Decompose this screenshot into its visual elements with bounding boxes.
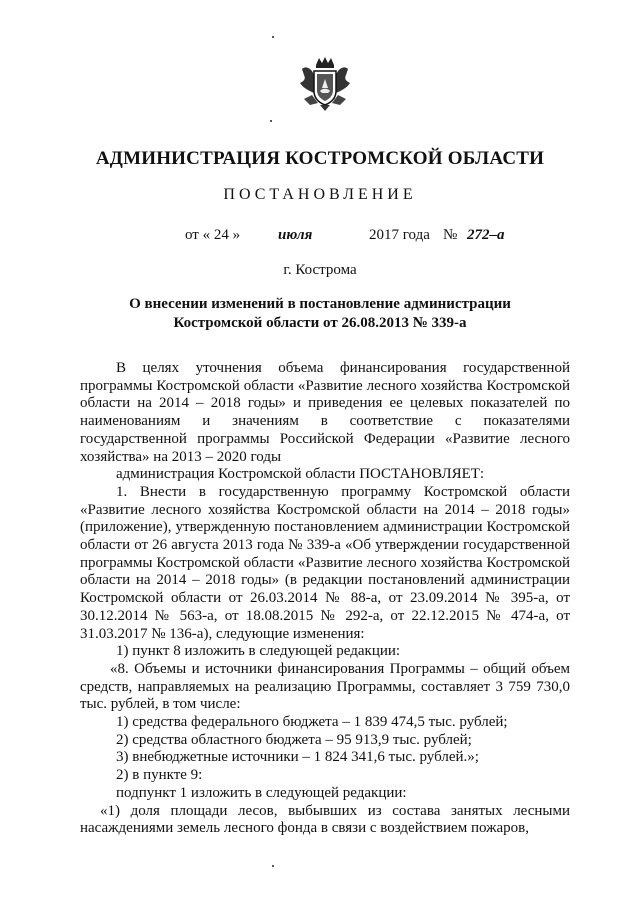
coat-of-arms-icon [296,55,354,113]
subject-line-2: Костромской области от 26.08.2013 № 339-а [173,315,467,331]
document-number: 272–а [467,227,505,243]
paragraph-subitem-2: 2) в пункте 9: [116,767,203,784]
paragraph-item-1: 1. Внести в государственную программу Костромской области «Развитие лесного хозяйства Костромской области на 2014 – 2018 годы» (приложение), утвержденную постановлением администрации Костромской области от 26 августа 2013 года № 339-а «Об утверждении государственной программы Костромской области «Развитие лесного хозяйства Костромской области на 2014 – 2018 годы» (в редакции постановлений администрации Костромской области от 26.03.2014 № 88-а, от 23.09.2014 № 395-а, от 30.12.2014 № 563-а, от 18.08.2015 № 292-а, от 22.12.2015 № 474-а, от 31.03.2017 № 136-а), следующие изменения: [80,483,570,642]
scan-speck [270,120,272,122]
city: г. Кострома [283,262,357,278]
subject-line-1: О внесении изменений в постановление администрации [129,296,511,312]
organization-title: АДМИНИСТРАЦИЯ КОСТРОМСКОЙ ОБЛАСТИ [95,148,545,169]
paragraph-extrabudgetary: 3) внебюджетные источники – 1 824 341,6 тыс. рублей.»; [116,749,479,766]
document-type: ПОСТАНОВЛЕНИЕ [223,186,417,203]
paragraph-federal-budget: 1) средства федерального бюджета – 1 839 474,5 тыс. рублей; [116,714,508,731]
date-day: от « 24 » [185,227,241,243]
document-body [80,360,570,838]
document-subject [80,295,560,333]
paragraph-subitem-1: 1) пункт 8 изложить в следующей редакции: [116,643,401,660]
scan-speck [272,865,274,867]
date-year: 2017 года [369,227,430,243]
date-month: июля [278,227,313,243]
number-sign: № [443,227,458,243]
paragraph-financing: «8. Объемы и источники финансирования Программы – общий объем средств, направляемых на реализацию Программы, составляет 3 759 730,0 тыс. рублей, в том числе: [80,660,570,713]
paragraph-forest-share: «1) доля площади лесов, выбывших из состава занятых лесными насаждениями земель лесного фонда в связи с воздействием пожаров, [80,802,570,837]
paragraph-regional-budget: 2) средства областного бюджета – 95 913,9 тыс. рублей; [116,731,472,748]
paragraph-subpoint-1: подпункт 1 изложить в следующей редакции: [116,784,407,801]
paragraph-preamble: В целях уточнения объема финансирования государственной программы Костромской области «Развитие лесного хозяйства Костромской области на 2014 – 2018 годы» и приведения ее целевых показателей по наименованиям и значениям в соответствие с показателями государственной программы Российской Федерации «Развитие лесного хозяйства» на 2013 – 2020 годы [80,360,570,465]
paragraph-resolves: администрация Костромской области ПОСТАНОВЛЯЕТ: [116,466,485,483]
scan-speck [272,36,274,38]
